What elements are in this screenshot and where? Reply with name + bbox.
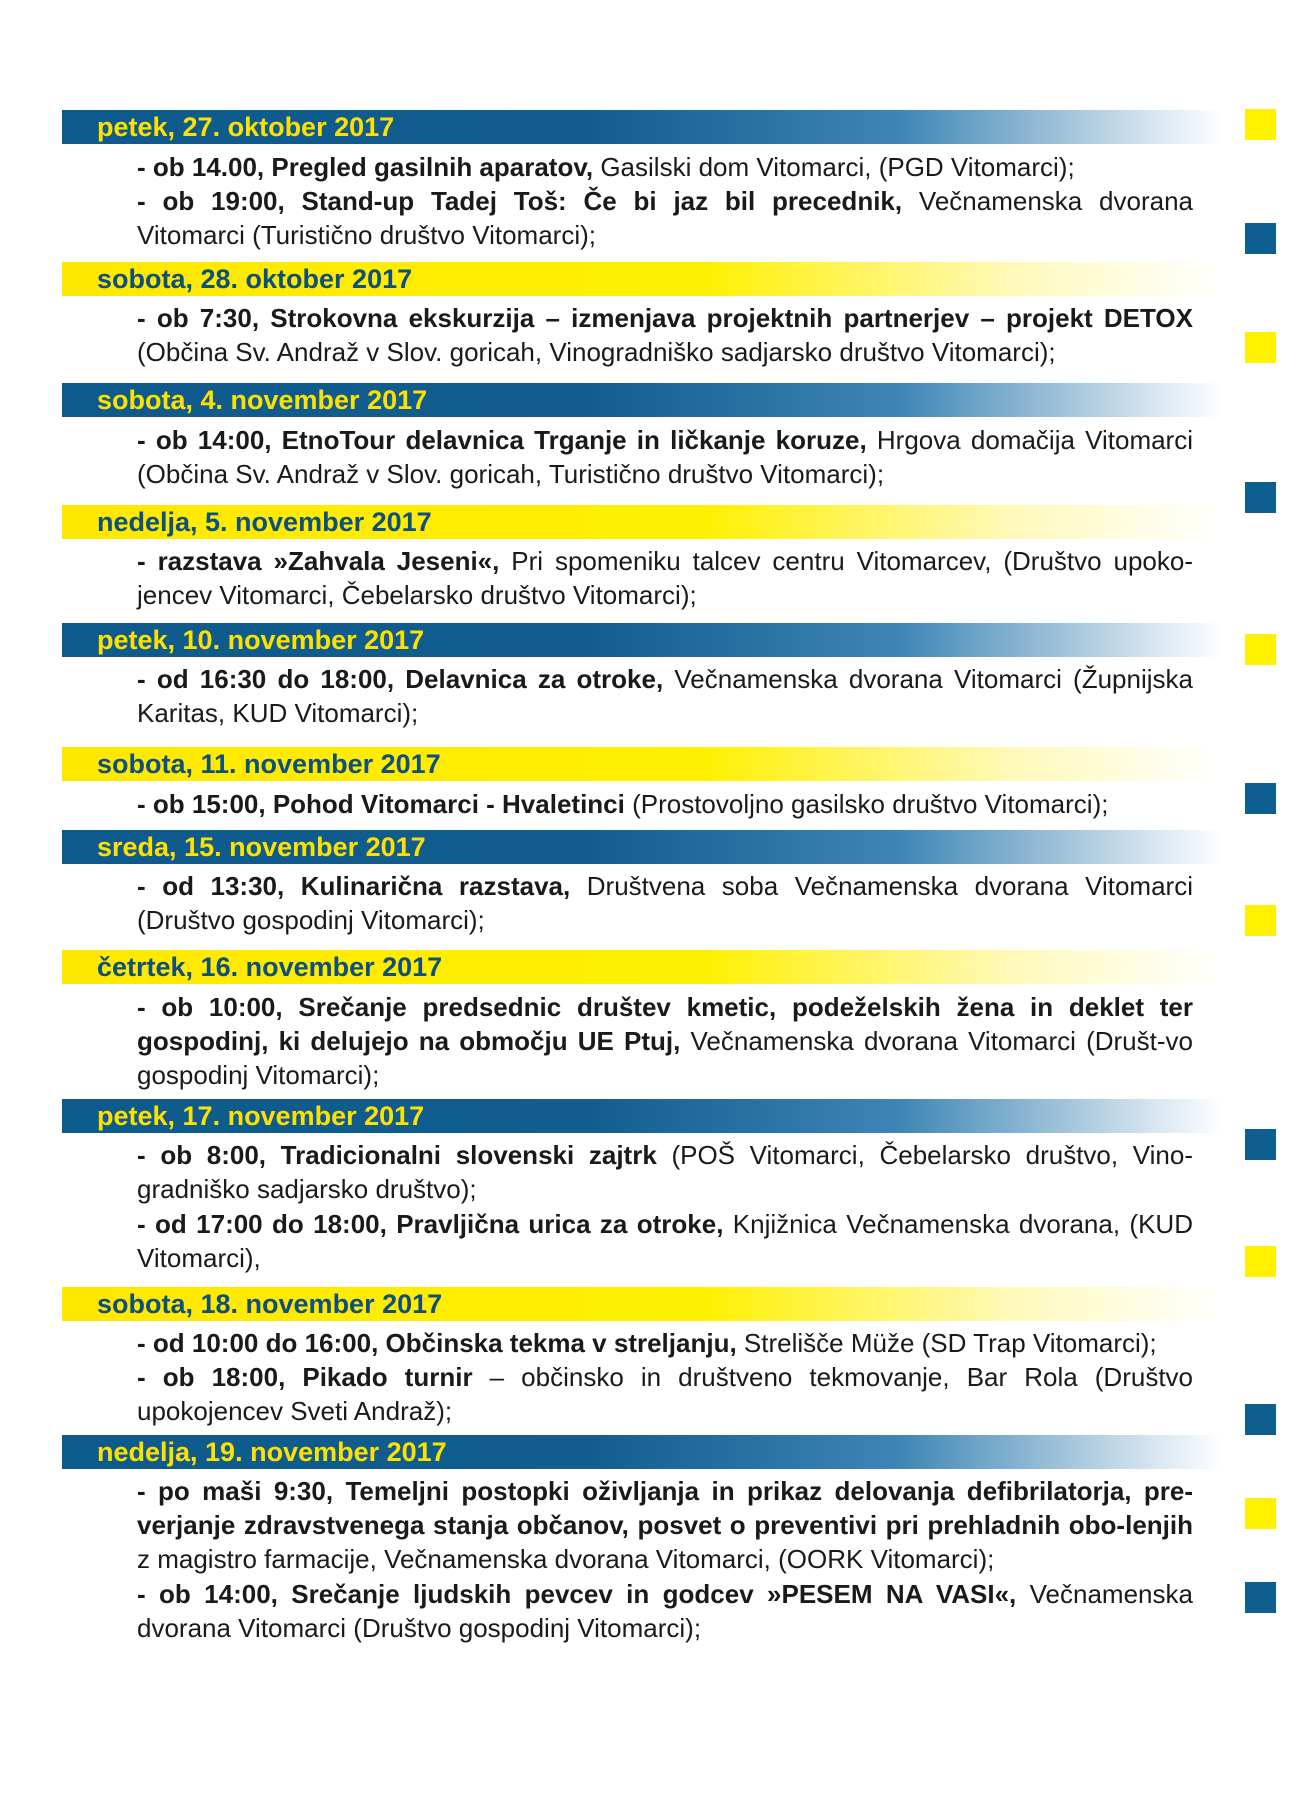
event-item	[137, 1207, 1193, 1275]
event-details: Hrgova domačija Vitomarci (Občina Sv. Andraž v Slov. goricah, Turistično društvo Vitomarci);	[137, 425, 1193, 489]
event-item	[137, 544, 1193, 612]
event-item	[137, 1138, 1193, 1206]
event-title: - ob 10:00, Srečanje predsednic društev kmetic, podeželskih žena in deklet ter gospodinj, ki delujejo na območju UE Ptuj,	[137, 992, 1193, 1056]
event-item	[137, 787, 1193, 821]
decorative-square	[1245, 482, 1276, 513]
event-item	[137, 184, 1193, 252]
day-header: sreda, 15. november 2017	[62, 830, 1222, 864]
event-title: - po maši 9:30, Temeljni postopki oživljanja in prikaz delovanja defibrilatorja, pre-verjanje zdravstvenega stanja občanov, posvet o preventivi pri prehladnih obo-lenjih	[137, 1476, 1193, 1540]
event-item	[137, 423, 1193, 491]
day-header: petek, 10. november 2017	[62, 623, 1222, 657]
decorative-square	[1245, 1498, 1276, 1529]
event-title: - od 16:30 do 18:00, Delavnica za otroke,	[137, 664, 664, 694]
decorative-square	[1245, 1129, 1276, 1160]
event-details: Strelišče Müže (SD Trap Vitomarci);	[736, 1328, 1157, 1358]
event-item	[137, 1474, 1193, 1576]
event-title: - razstava »Zahvala Jeseni«,	[137, 546, 500, 576]
event-details: Večnamenska dvorana Vitomarci (Društ-vo gospodinj Vitomarci);	[137, 1026, 1193, 1090]
decorative-square	[1245, 109, 1276, 140]
day-header: nedelja, 5. november 2017	[62, 505, 1222, 539]
event-details: Večnamenska dvorana Vitomarci (Turistično društvo Vitomarci);	[137, 186, 1193, 250]
event-details: Knjižnica Večnamenska dvorana, (KUD Vitomarci),	[137, 1209, 1193, 1273]
event-details: Gasilski dom Vitomarci, (PGD Vitomarci);	[593, 152, 1075, 182]
event-item	[137, 869, 1193, 937]
event-details: Društvena soba Večnamenska dvorana Vitomarci (Društvo gospodinj Vitomarci);	[137, 871, 1193, 935]
event-title: - ob 15:00, Pohod Vitomarci - Hvaletinci	[137, 789, 625, 819]
day-header: sobota, 11. november 2017	[62, 747, 1222, 781]
event-details: (Prostovoljno gasilsko društvo Vitomarci);	[624, 789, 1109, 819]
event-title: - ob 14.00, Pregled gasilnih aparatov,	[137, 152, 594, 182]
decorative-square	[1245, 1404, 1276, 1435]
event-details: Pri spomeniku talcev centru Vitomarcev, (Društvo upoko-jencev Vitomarci, Čebelarsko društvo Vitomarci);	[137, 546, 1193, 610]
day-header: nedelja, 19. november 2017	[62, 1435, 1222, 1469]
decorative-square	[1245, 783, 1276, 814]
day-header: petek, 27. oktober 2017	[62, 110, 1222, 144]
event-item	[137, 301, 1193, 369]
event-title: - od 17:00 do 18:00, Pravljična urica za otroke,	[137, 1209, 724, 1239]
decorative-square	[1245, 1246, 1276, 1277]
decorative-square	[1245, 223, 1276, 254]
event-item	[137, 662, 1193, 730]
event-item	[137, 1577, 1193, 1645]
event-item	[137, 1360, 1193, 1428]
event-title: - ob 14:00, Srečanje ljudskih pevcev in godcev »PESEM NA VASI«,	[137, 1579, 1017, 1609]
event-title: - od 10:00 do 16:00, Občinska tekma v streljanju,	[137, 1328, 737, 1358]
event-title: - ob 8:00, Tradicionalni slovenski zajtrk	[137, 1140, 657, 1170]
day-header: četrtek, 16. november 2017	[62, 950, 1222, 984]
event-title: - ob 19:00, Stand-up Tadej Toš: Če bi jaz bil precednik,	[137, 186, 903, 216]
decorative-square	[1245, 1582, 1276, 1613]
event-item	[137, 1326, 1193, 1360]
day-header: sobota, 28. oktober 2017	[62, 262, 1222, 296]
event-details: Večnamenska dvorana Vitomarci (Župnijska Karitas, KUD Vitomarci);	[137, 664, 1193, 728]
decorative-square	[1245, 905, 1276, 936]
decorative-square	[1245, 634, 1276, 665]
day-header: petek, 17. november 2017	[62, 1099, 1222, 1133]
event-details: – občinsko in društveno tekmovanje, Bar Rola (Društvo upokojencev Sveti Andraž);	[137, 1362, 1194, 1426]
decorative-square	[1245, 332, 1276, 363]
event-details: (Občina Sv. Andraž v Slov. goricah, Vinogradniško sadjarsko društvo Vitomarci);	[137, 337, 1056, 367]
event-title: - ob 7:30, Strokovna ekskurzija – izmenjava projektnih partnerjev – projekt DETOX	[137, 303, 1193, 333]
day-header: sobota, 4. november 2017	[62, 383, 1222, 417]
day-header: sobota, 18. november 2017	[62, 1287, 1222, 1321]
event-details: Večnamenska dvorana Vitomarci (Društvo gospodinj Vitomarci);	[137, 1579, 1193, 1643]
event-details: z magistro farmacije, Večnamenska dvorana Vitomarci, (OORK Vitomarci);	[137, 1544, 995, 1574]
event-title: - ob 14:00, EtnoTour delavnica Trganje in ličkanje koruze,	[137, 425, 867, 455]
event-item	[137, 990, 1193, 1092]
event-details: (POŠ Vitomarci, Čebelarsko društvo, Vino-gradniško sadjarsko društvo);	[137, 1140, 1193, 1204]
event-title: - od 13:30, Kulinarična razstava,	[137, 871, 571, 901]
event-item	[137, 150, 1193, 184]
event-title: - ob 18:00, Pikado turnir	[137, 1362, 473, 1392]
